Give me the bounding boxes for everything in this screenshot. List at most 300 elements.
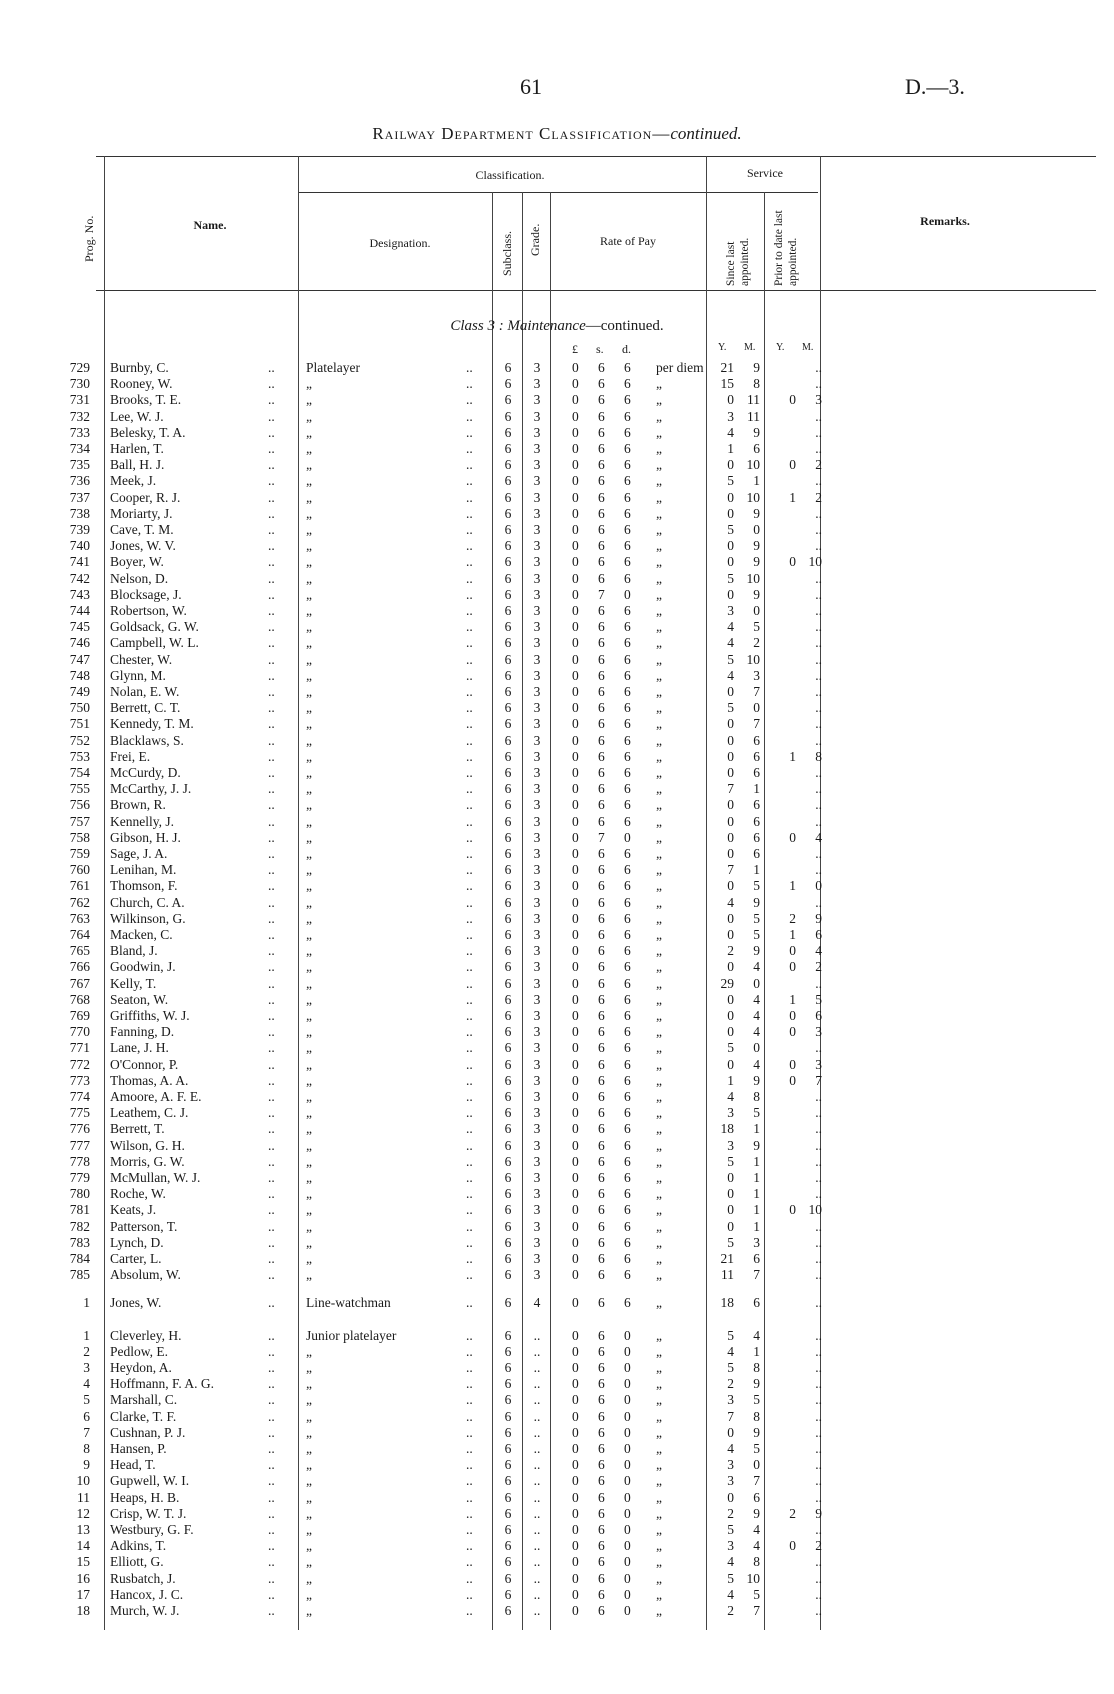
cell-pay-shillings: 6 xyxy=(598,1360,605,1375)
cell-grade: 3 xyxy=(533,360,541,375)
cell-grade: 3 xyxy=(533,1072,541,1088)
leader-dots-designation: .. xyxy=(466,1554,473,1570)
cell-since-years: 0 xyxy=(727,846,734,861)
cell-grade: 3 xyxy=(533,392,541,408)
cell-pay-period: „ xyxy=(656,1376,662,1392)
cell-pay-pounds: 0 xyxy=(572,1489,579,1505)
cell-prior-months: .. xyxy=(815,408,822,424)
cell-since-years: 0 xyxy=(727,1186,734,1202)
cell-designation: „ xyxy=(306,1267,312,1283)
cell-since-years: 4 xyxy=(727,667,734,683)
cell-grade: 3 xyxy=(533,1202,541,1218)
cell-pay-period: „ xyxy=(656,1153,662,1169)
cell-pay-pounds: 0 xyxy=(572,376,579,392)
cell-since-months: 0 xyxy=(753,522,760,537)
cell-name: McCarthy, J. J. xyxy=(110,781,192,797)
cell-prior-months: .. xyxy=(815,538,822,554)
cell-pay-pounds: 0 xyxy=(572,667,579,683)
cell-pay-period: „ xyxy=(656,1538,662,1554)
cell-pay-period: „ xyxy=(656,1024,662,1040)
cell-prog-no: 742 xyxy=(69,570,90,586)
cell-pay-pence: 6 xyxy=(624,538,631,554)
leader-dots-designation: .. xyxy=(466,748,473,764)
cell-subclass: 6 xyxy=(504,360,512,375)
cell-pay-period: „ xyxy=(656,1603,662,1618)
cell-name: Westbury, G. F. xyxy=(110,1522,194,1537)
leader-dots-designation: .. xyxy=(466,1343,473,1359)
cell-since-months: 4 xyxy=(753,1538,760,1554)
leader-dots-name: .. xyxy=(268,1538,275,1554)
cell-pay-pounds: 0 xyxy=(572,651,579,667)
cell-pay-pounds: 0 xyxy=(572,603,579,618)
cell-designation: „ xyxy=(306,1538,312,1554)
cell-designation: „ xyxy=(306,635,312,651)
cell-pay-period: „ xyxy=(656,1295,662,1311)
cell-pay-shillings: 6 xyxy=(598,619,605,635)
cell-prog-no: 777 xyxy=(69,1137,90,1153)
leader-dots-name: .. xyxy=(268,1072,275,1088)
title-main: Railway Department Classification— xyxy=(372,124,671,143)
cell-pay-pounds: 0 xyxy=(572,1056,579,1072)
cell-subclass: 6 xyxy=(504,1457,512,1473)
header-classification: Classification. xyxy=(475,168,545,182)
cell-pay-pence: 6 xyxy=(624,408,631,424)
cell-subclass: 6 xyxy=(504,1153,512,1169)
cell-prior-months: 2 xyxy=(815,457,822,473)
cell-designation: „ xyxy=(306,975,312,991)
cell-pay-period: „ xyxy=(656,700,662,716)
cell-pay-period: „ xyxy=(656,408,662,424)
leader-dots-designation: .. xyxy=(466,1376,473,1392)
cell-pay-period: „ xyxy=(656,991,662,1007)
cell-pay-period: „ xyxy=(656,1040,662,1056)
cell-pay-pounds: 0 xyxy=(572,489,579,505)
cell-pay-period: „ xyxy=(656,846,662,861)
cell-prior-months: 8 xyxy=(815,748,822,764)
cell-designation: „ xyxy=(306,473,312,489)
cell-pay-pounds: 0 xyxy=(572,943,579,959)
cell-pay-period: „ xyxy=(656,829,662,845)
cell-since-years: 5 xyxy=(727,1360,734,1375)
cell-since-months: 7 xyxy=(753,684,760,699)
cell-pay-pence: 6 xyxy=(624,1153,631,1169)
cell-name: Jones, W. xyxy=(110,1295,162,1311)
cell-since-months: 2 xyxy=(753,635,760,651)
cell-grade: .. xyxy=(533,1489,541,1505)
cell-since-years: 4 xyxy=(727,1441,734,1456)
cell-pay-shillings: 6 xyxy=(598,927,605,942)
cell-grade: 3 xyxy=(533,1186,541,1202)
cell-grade: 3 xyxy=(533,603,541,618)
cell-prior-months: .. xyxy=(815,1153,822,1169)
cell-since-months: 4 xyxy=(753,1008,760,1023)
cell-pay-pence: 6 xyxy=(624,424,631,440)
leader-dots-designation: .. xyxy=(466,489,473,505)
cell-grade: 3 xyxy=(533,894,541,910)
cell-prog-no: 745 xyxy=(69,619,90,635)
cell-prior-months: .. xyxy=(815,570,822,586)
cell-pay-period: „ xyxy=(656,748,662,764)
leader-dots-name: .. xyxy=(268,1603,275,1618)
cell-pay-period: „ xyxy=(656,1072,662,1088)
cell-pay-pounds: 0 xyxy=(572,473,579,489)
cell-name: Murch, W. J. xyxy=(110,1603,180,1618)
cell-pay-period: „ xyxy=(656,781,662,797)
cell-designation: „ xyxy=(306,829,312,845)
header-since-last: Since last appointed. xyxy=(725,237,751,286)
cell-pay-period: „ xyxy=(656,910,662,926)
cell-pay-pounds: 0 xyxy=(572,959,579,975)
cell-subclass: 6 xyxy=(504,910,512,926)
cell-since-months: 9 xyxy=(753,554,760,570)
cell-subclass: 6 xyxy=(504,1424,512,1440)
cell-pay-pounds: 0 xyxy=(572,360,579,375)
cell-since-years: 7 xyxy=(727,781,734,797)
header-designation: Designation. xyxy=(369,236,431,250)
cell-pay-pence: 6 xyxy=(624,603,631,618)
cell-pay-pounds: 0 xyxy=(572,765,579,780)
cell-prog-no: 758 xyxy=(69,829,90,845)
leader-dots-name: .. xyxy=(268,1202,275,1218)
leader-dots-designation: .. xyxy=(466,570,473,586)
cell-since-months: 9 xyxy=(753,1505,760,1521)
leader-dots-name: .. xyxy=(268,651,275,667)
cell-prior-years: 0 xyxy=(789,1056,796,1072)
leader-dots-name: .. xyxy=(268,473,275,489)
cell-pay-pounds: 0 xyxy=(572,619,579,635)
leader-dots-name: .. xyxy=(268,1343,275,1359)
cell-since-years: 5 xyxy=(727,1522,734,1537)
cell-subclass: 6 xyxy=(504,781,512,797)
cell-pay-pounds: 0 xyxy=(572,1408,579,1424)
cell-designation: „ xyxy=(306,441,312,456)
cell-prog-no: 736 xyxy=(69,473,90,489)
cell-grade: .. xyxy=(533,1343,541,1359)
cell-since-years: 0 xyxy=(727,392,734,408)
cell-designation: „ xyxy=(306,862,312,878)
cell-pay-pounds: 0 xyxy=(572,1554,579,1570)
cell-subclass: 6 xyxy=(504,424,512,440)
leader-dots-name: .. xyxy=(268,1137,275,1153)
cell-name: McCurdy, D. xyxy=(110,765,181,780)
cell-designation: „ xyxy=(306,1024,312,1040)
cell-grade: 3 xyxy=(533,700,541,716)
cell-pay-period: „ xyxy=(656,424,662,440)
cell-designation: „ xyxy=(306,570,312,586)
cell-prog-no: 760 xyxy=(69,862,90,878)
leader-dots-name: .. xyxy=(268,586,275,602)
cell-designation: „ xyxy=(306,1408,312,1424)
cell-grade: 3 xyxy=(533,1251,541,1266)
col-rule-2 xyxy=(298,156,299,1630)
leader-dots-designation: .. xyxy=(466,927,473,942)
cell-since-months: 1 xyxy=(753,1218,760,1234)
title-continued: continued. xyxy=(670,124,742,143)
leader-dots-designation: .. xyxy=(466,1424,473,1440)
cell-pay-pence: 6 xyxy=(624,959,631,975)
cell-since-years: 4 xyxy=(727,1343,734,1359)
cell-prior-months: .. xyxy=(815,1570,822,1586)
cell-subclass: 6 xyxy=(504,1327,512,1343)
cell-designation: „ xyxy=(306,991,312,1007)
leader-dots-designation: .. xyxy=(466,878,473,894)
cell-prog-no: 785 xyxy=(69,1267,90,1283)
leader-dots-name: .. xyxy=(268,862,275,878)
cell-pay-period: „ xyxy=(656,1234,662,1250)
cell-since-months: 6 xyxy=(753,846,760,861)
cell-prior-months: .. xyxy=(815,684,822,699)
cell-designation: „ xyxy=(306,522,312,537)
leader-dots-designation: .. xyxy=(466,959,473,975)
cell-prior-months: .. xyxy=(815,797,822,813)
cell-designation: „ xyxy=(306,1473,312,1489)
cell-since-years: 5 xyxy=(727,700,734,716)
cell-pay-shillings: 6 xyxy=(598,1089,605,1104)
cell-prog-no: 762 xyxy=(69,894,90,910)
cell-grade: 3 xyxy=(533,829,541,845)
cell-prior-months: .. xyxy=(815,1360,822,1375)
cell-grade: 3 xyxy=(533,910,541,926)
cell-prior-months: .. xyxy=(815,781,822,797)
cell-name: Boyer, W. xyxy=(110,554,164,570)
leader-dots-name: .. xyxy=(268,1586,275,1602)
cell-pay-shillings: 6 xyxy=(598,1424,605,1440)
cell-pay-period: „ xyxy=(656,1218,662,1234)
cell-prior-months: .. xyxy=(815,1327,822,1343)
cell-prog-no: 768 xyxy=(69,991,90,1007)
cell-since-months: 1 xyxy=(753,781,760,797)
cell-prior-months: 2 xyxy=(815,959,822,975)
cell-pay-period: „ xyxy=(656,959,662,975)
cell-subclass: 6 xyxy=(504,846,512,861)
cell-designation: „ xyxy=(306,1121,312,1137)
cell-pay-period: „ xyxy=(656,716,662,732)
cell-prior-months: .. xyxy=(815,667,822,683)
cell-prior-months: 3 xyxy=(815,1056,822,1072)
leader-dots-name: .. xyxy=(268,1441,275,1456)
cell-name: Berrett, T. xyxy=(110,1121,165,1137)
cell-pay-period: „ xyxy=(656,813,662,829)
cell-designation: „ xyxy=(306,716,312,732)
cell-pay-period: „ xyxy=(656,765,662,780)
cell-since-years: 4 xyxy=(727,1554,734,1570)
document-reference: D.—3. xyxy=(905,74,965,99)
cell-prog-no: 16 xyxy=(76,1570,90,1586)
cell-since-months: 5 xyxy=(753,1392,760,1408)
cell-pay-pence: 0 xyxy=(624,1473,631,1489)
cell-grade: 3 xyxy=(533,1153,541,1169)
cell-subclass: 6 xyxy=(504,813,512,829)
cell-pay-shillings: 6 xyxy=(598,1251,605,1266)
cell-pay-pence: 6 xyxy=(624,667,631,683)
cell-prog-no: 750 xyxy=(69,700,90,716)
cell-grade: .. xyxy=(533,1327,541,1343)
cell-subclass: 6 xyxy=(504,829,512,845)
cell-pay-shillings: 6 xyxy=(598,1327,605,1343)
cell-pay-pence: 6 xyxy=(624,684,631,699)
leader-dots-name: .. xyxy=(268,732,275,748)
cell-subclass: 6 xyxy=(504,732,512,748)
cell-pay-period: „ xyxy=(656,538,662,554)
cell-name: Thomas, A. A. xyxy=(110,1072,189,1088)
cell-subclass: 6 xyxy=(504,1441,512,1456)
cell-pay-pence: 0 xyxy=(624,1408,631,1424)
cell-since-years: 2 xyxy=(727,1376,734,1392)
cell-pay-pence: 6 xyxy=(624,376,631,392)
leader-dots-designation: .. xyxy=(466,522,473,537)
cell-designation: „ xyxy=(306,586,312,602)
cell-grade: 3 xyxy=(533,1056,541,1072)
cell-pay-pence: 6 xyxy=(624,554,631,570)
cell-pay-pounds: 0 xyxy=(572,1170,579,1185)
leader-dots-designation: .. xyxy=(466,1586,473,1602)
cell-prior-years: 0 xyxy=(789,943,796,959)
cell-pay-shillings: 6 xyxy=(598,473,605,489)
cell-prog-no: 17 xyxy=(76,1586,90,1602)
cell-since-months: 0 xyxy=(753,603,760,618)
cell-pay-pounds: 0 xyxy=(572,716,579,732)
cell-pay-shillings: 6 xyxy=(598,1234,605,1250)
cell-grade: 3 xyxy=(533,1267,541,1283)
cell-pay-pence: 6 xyxy=(624,1218,631,1234)
cell-since-years: 5 xyxy=(727,1234,734,1250)
cell-prior-months: .. xyxy=(815,360,822,375)
cell-name: Cave, T. M. xyxy=(110,522,174,537)
cell-pay-pounds: 0 xyxy=(572,635,579,651)
cell-subclass: 6 xyxy=(504,1121,512,1137)
cell-pay-pence: 6 xyxy=(624,1202,631,1218)
cell-pay-pounds: 0 xyxy=(572,1603,579,1618)
cell-pay-shillings: 6 xyxy=(598,1056,605,1072)
leader-dots-designation: .. xyxy=(466,619,473,635)
cell-pay-pounds: 0 xyxy=(572,570,579,586)
cell-subclass: 6 xyxy=(504,797,512,813)
cell-designation: „ xyxy=(306,894,312,910)
cell-pay-pence: 6 xyxy=(624,1186,631,1202)
cell-prog-no: 767 xyxy=(69,975,90,991)
cell-pay-pence: 6 xyxy=(624,441,631,456)
cell-pay-pounds: 0 xyxy=(572,1522,579,1537)
cell-pay-shillings: 6 xyxy=(598,765,605,780)
cell-name: Elliott, G. xyxy=(110,1554,164,1570)
cell-subclass: 6 xyxy=(504,1489,512,1505)
cell-designation: „ xyxy=(306,1489,312,1505)
cell-pay-shillings: 6 xyxy=(598,408,605,424)
cell-pay-pence: 6 xyxy=(624,910,631,926)
cell-pay-period: „ xyxy=(656,1360,662,1375)
cell-pay-period: „ xyxy=(656,878,662,894)
leader-dots-designation: .. xyxy=(466,1505,473,1521)
cell-prog-no: 766 xyxy=(69,959,90,975)
cell-prior-months: .. xyxy=(815,1554,822,1570)
cell-since-years: 4 xyxy=(727,894,734,910)
leader-dots-designation: .. xyxy=(466,1522,473,1537)
cell-pay-shillings: 6 xyxy=(598,781,605,797)
cell-since-months: 6 xyxy=(753,797,760,813)
cell-pay-shillings: 6 xyxy=(598,1538,605,1554)
cell-designation: „ xyxy=(306,1186,312,1202)
cell-pay-shillings: 6 xyxy=(598,1505,605,1521)
cell-grade: 3 xyxy=(533,846,541,861)
leader-dots-name: .. xyxy=(268,943,275,959)
cell-subclass: 6 xyxy=(504,1186,512,1202)
leader-dots-designation: .. xyxy=(466,716,473,732)
cell-grade: .. xyxy=(533,1538,541,1554)
leader-dots-name: .. xyxy=(268,684,275,699)
cell-subclass: 6 xyxy=(504,1089,512,1104)
cell-pay-shillings: 6 xyxy=(598,1040,605,1056)
cell-pay-shillings: 6 xyxy=(598,489,605,505)
cell-prog-no: 15 xyxy=(76,1554,90,1570)
cell-subclass: 6 xyxy=(504,619,512,635)
leader-dots-designation: .. xyxy=(466,392,473,408)
cell-name: Gupwell, W. I. xyxy=(110,1473,190,1489)
cell-pay-period: „ xyxy=(656,667,662,683)
cell-since-years: 0 xyxy=(727,505,734,521)
cell-name: McMullan, W. J. xyxy=(110,1170,201,1185)
cell-prior-months: .. xyxy=(815,1424,822,1440)
cell-pay-pounds: 0 xyxy=(572,748,579,764)
cell-pay-pence: 6 xyxy=(624,765,631,780)
leader-dots-name: .. xyxy=(268,1056,275,1072)
cell-pay-shillings: 6 xyxy=(598,1522,605,1537)
cell-designation: „ xyxy=(306,1056,312,1072)
cell-pay-pence: 0 xyxy=(624,1360,631,1375)
cell-name: Harlen, T. xyxy=(110,441,164,456)
cell-pay-pounds: 0 xyxy=(572,522,579,537)
cell-subclass: 6 xyxy=(504,1570,512,1586)
cell-since-months: 9 xyxy=(753,586,760,602)
cell-pay-pounds: 0 xyxy=(572,781,579,797)
cell-prog-no: 769 xyxy=(69,1008,90,1023)
cell-prior-months: .. xyxy=(815,1457,822,1473)
cell-prior-months: .. xyxy=(815,522,822,537)
cell-prog-no: 756 xyxy=(69,797,90,813)
cell-prior-months: .. xyxy=(815,765,822,780)
leader-dots-designation: .. xyxy=(466,1570,473,1586)
leader-dots-designation: .. xyxy=(466,1218,473,1234)
cell-prog-no: 770 xyxy=(69,1024,90,1040)
cell-pay-period: „ xyxy=(656,441,662,456)
cell-pay-pence: 6 xyxy=(624,813,631,829)
cell-pay-pounds: 0 xyxy=(572,732,579,748)
cell-prog-no: 7 xyxy=(83,1424,90,1440)
cell-designation: „ xyxy=(306,878,312,894)
cell-pay-period: „ xyxy=(656,1251,662,1266)
cell-grade: .. xyxy=(533,1408,541,1424)
cell-pay-period: „ xyxy=(656,1056,662,1072)
cell-since-years: 5 xyxy=(727,522,734,537)
cell-since-months: 11 xyxy=(747,392,760,408)
cell-since-years: 0 xyxy=(727,813,734,829)
leader-dots-designation: .. xyxy=(466,376,473,392)
cell-since-months: 6 xyxy=(753,1489,760,1505)
cell-designation: „ xyxy=(306,1343,312,1359)
cell-pay-shillings: 6 xyxy=(598,1105,605,1121)
cell-pay-shillings: 6 xyxy=(598,1202,605,1218)
cell-since-years: 4 xyxy=(727,619,734,635)
cell-pay-period: „ xyxy=(656,975,662,991)
leader-dots-designation: .. xyxy=(466,424,473,440)
cell-since-months: 9 xyxy=(753,1137,760,1153)
cell-pay-period: „ xyxy=(656,1441,662,1456)
cell-pay-shillings: 6 xyxy=(598,1586,605,1602)
cell-since-months: 4 xyxy=(753,991,760,1007)
cell-prior-months: 2 xyxy=(815,1538,822,1554)
cell-prog-no: 749 xyxy=(69,684,90,699)
cell-since-months: 6 xyxy=(753,1295,760,1311)
cell-pay-shillings: 6 xyxy=(598,538,605,554)
